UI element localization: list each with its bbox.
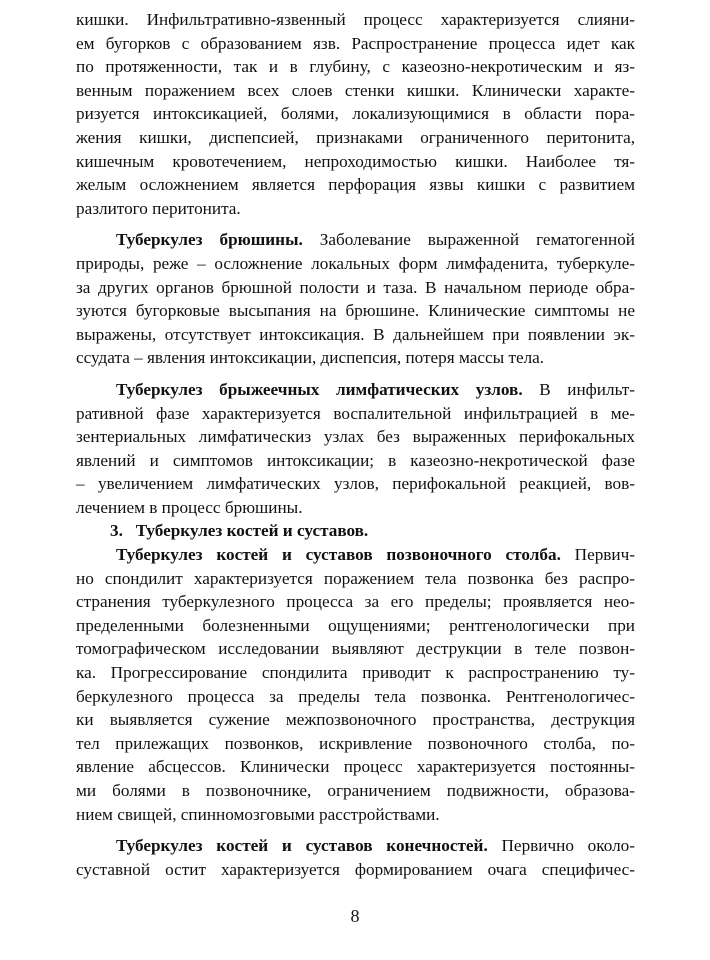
section-number: 3.	[110, 521, 123, 541]
text-line: ративной фазе характеризуется воспалительной инфильтрацией в ме-	[76, 403, 635, 423]
text-line	[76, 834, 635, 858]
text-line: ризуется интоксикацией, болями, локализующимися в области пора-	[76, 104, 635, 124]
section-heading	[76, 519, 635, 543]
text-line: тел прилежащих позвонков, искривление позвоночного столба, по-	[76, 733, 635, 753]
paragraph-heading: Туберкулез костей и суставов позвоночного столба.	[116, 545, 561, 565]
text-line: нием свищей, спинномозговыми расстройствами.	[76, 804, 440, 824]
text-line: по протяженности, так и в глубину, с казеозно-некротическим и яз-	[76, 57, 635, 77]
text-fragment: Заболевание выраженной гематогенной	[302, 230, 635, 250]
page-number: 8	[350, 906, 360, 926]
text-line	[76, 543, 635, 567]
paragraph-intestine	[76, 8, 635, 220]
paragraph-heading: Туберкулез брыжеечных лимфатических узлов.	[116, 379, 523, 399]
text-fragment: Первично около-	[487, 836, 635, 856]
section-title	[76, 519, 635, 543]
text-line	[76, 228, 635, 252]
paragraph-heading: Туберкулез брюшины.	[116, 230, 303, 250]
text-line: жения кишки, диспепсией, признаками ограниченного перитонита,	[76, 127, 635, 147]
text-line: природы, реже – осложнение локальных форм лимфаденита, туберкуле-	[76, 253, 635, 273]
text-line: явление абсцессов. Клинически процесс характеризуется постоянны-	[76, 757, 635, 777]
text-line: венным поражением всех слоев стенки кишки. Клинически характе-	[76, 80, 635, 100]
text-line: ем бугорков с образованием язв. Распространение процесса идет как	[76, 33, 635, 53]
paragraph-limbs	[76, 834, 635, 881]
paragraph-heading: Туберкулез костей и суставов конечностей.	[116, 836, 488, 856]
text-line: ка. Прогрессирование спондилита приводит к распространению ту-	[76, 663, 635, 683]
text-line: кишки. Инфильтративно-язвенный процесс характеризуется слияни-	[76, 10, 635, 29]
text-line: пределенными болезненными ощущениями; рентгенологически при	[76, 615, 635, 635]
text-line: беркулезного процесса за пределы тела позвонка. Рентгенологичес-	[76, 686, 635, 706]
text-line: ссудата – явления интоксикации, диспепсия, потеря массы тела.	[76, 348, 545, 368]
text-line: разлитого перитонита.	[76, 198, 241, 218]
text-line: выражены, отсутствует интоксикация. В дальнейшем при появлении эк-	[76, 324, 635, 344]
text-line: зентериальных лимфатическиз узлах без выраженных перифокальных	[76, 427, 635, 447]
text-fragment: Первич-	[560, 545, 635, 565]
text-line: – увеличением лимфатических узлов, перифокальной реакцией, вов-	[76, 474, 635, 494]
text-line: зуются бугорковые высыпания на брюшине. Клинические симптомы не	[76, 301, 635, 321]
text-line: странения туберкулезного процесса за его пределы; проявляется нео-	[76, 592, 635, 612]
text-line	[76, 378, 635, 402]
text-line: суставной остит характеризуется формированием очага специфичес-	[76, 859, 635, 879]
paragraph-spine	[76, 543, 635, 826]
text-line: желым осложнением является перфорация язвы кишки с развитием	[76, 175, 635, 195]
text-fragment: В инфильт-	[522, 379, 635, 399]
document-page	[76, 8, 635, 881]
text-line: явлений и симптомов интоксикации; в казеозно-некротической фазе	[76, 450, 635, 470]
text-line: но спондилит характеризуется поражением тела позвонка без распро-	[76, 568, 635, 588]
text-line: кишечным кровотечением, непроходимостью кишки. Наиболее тя-	[76, 151, 635, 171]
text-line: лечением в процесс брюшины.	[76, 497, 303, 517]
section-title-text: Туберкулез костей и суставов.	[135, 521, 369, 541]
paragraph-peritoneum	[76, 228, 635, 370]
text-line: ми болями в позвоночнике, ограничением подвижности, образова-	[76, 781, 635, 800]
text-line: томографическом исследовании выявляют деструкции в теле позвон-	[76, 639, 635, 659]
text-line: за других органов брюшной полости и таза. В начальном периоде обра-	[76, 277, 635, 297]
text-line: ки выявляется сужение межпозвоночного пространства, деструкция	[76, 710, 635, 730]
paragraph-mesenteric-nodes	[76, 378, 635, 520]
